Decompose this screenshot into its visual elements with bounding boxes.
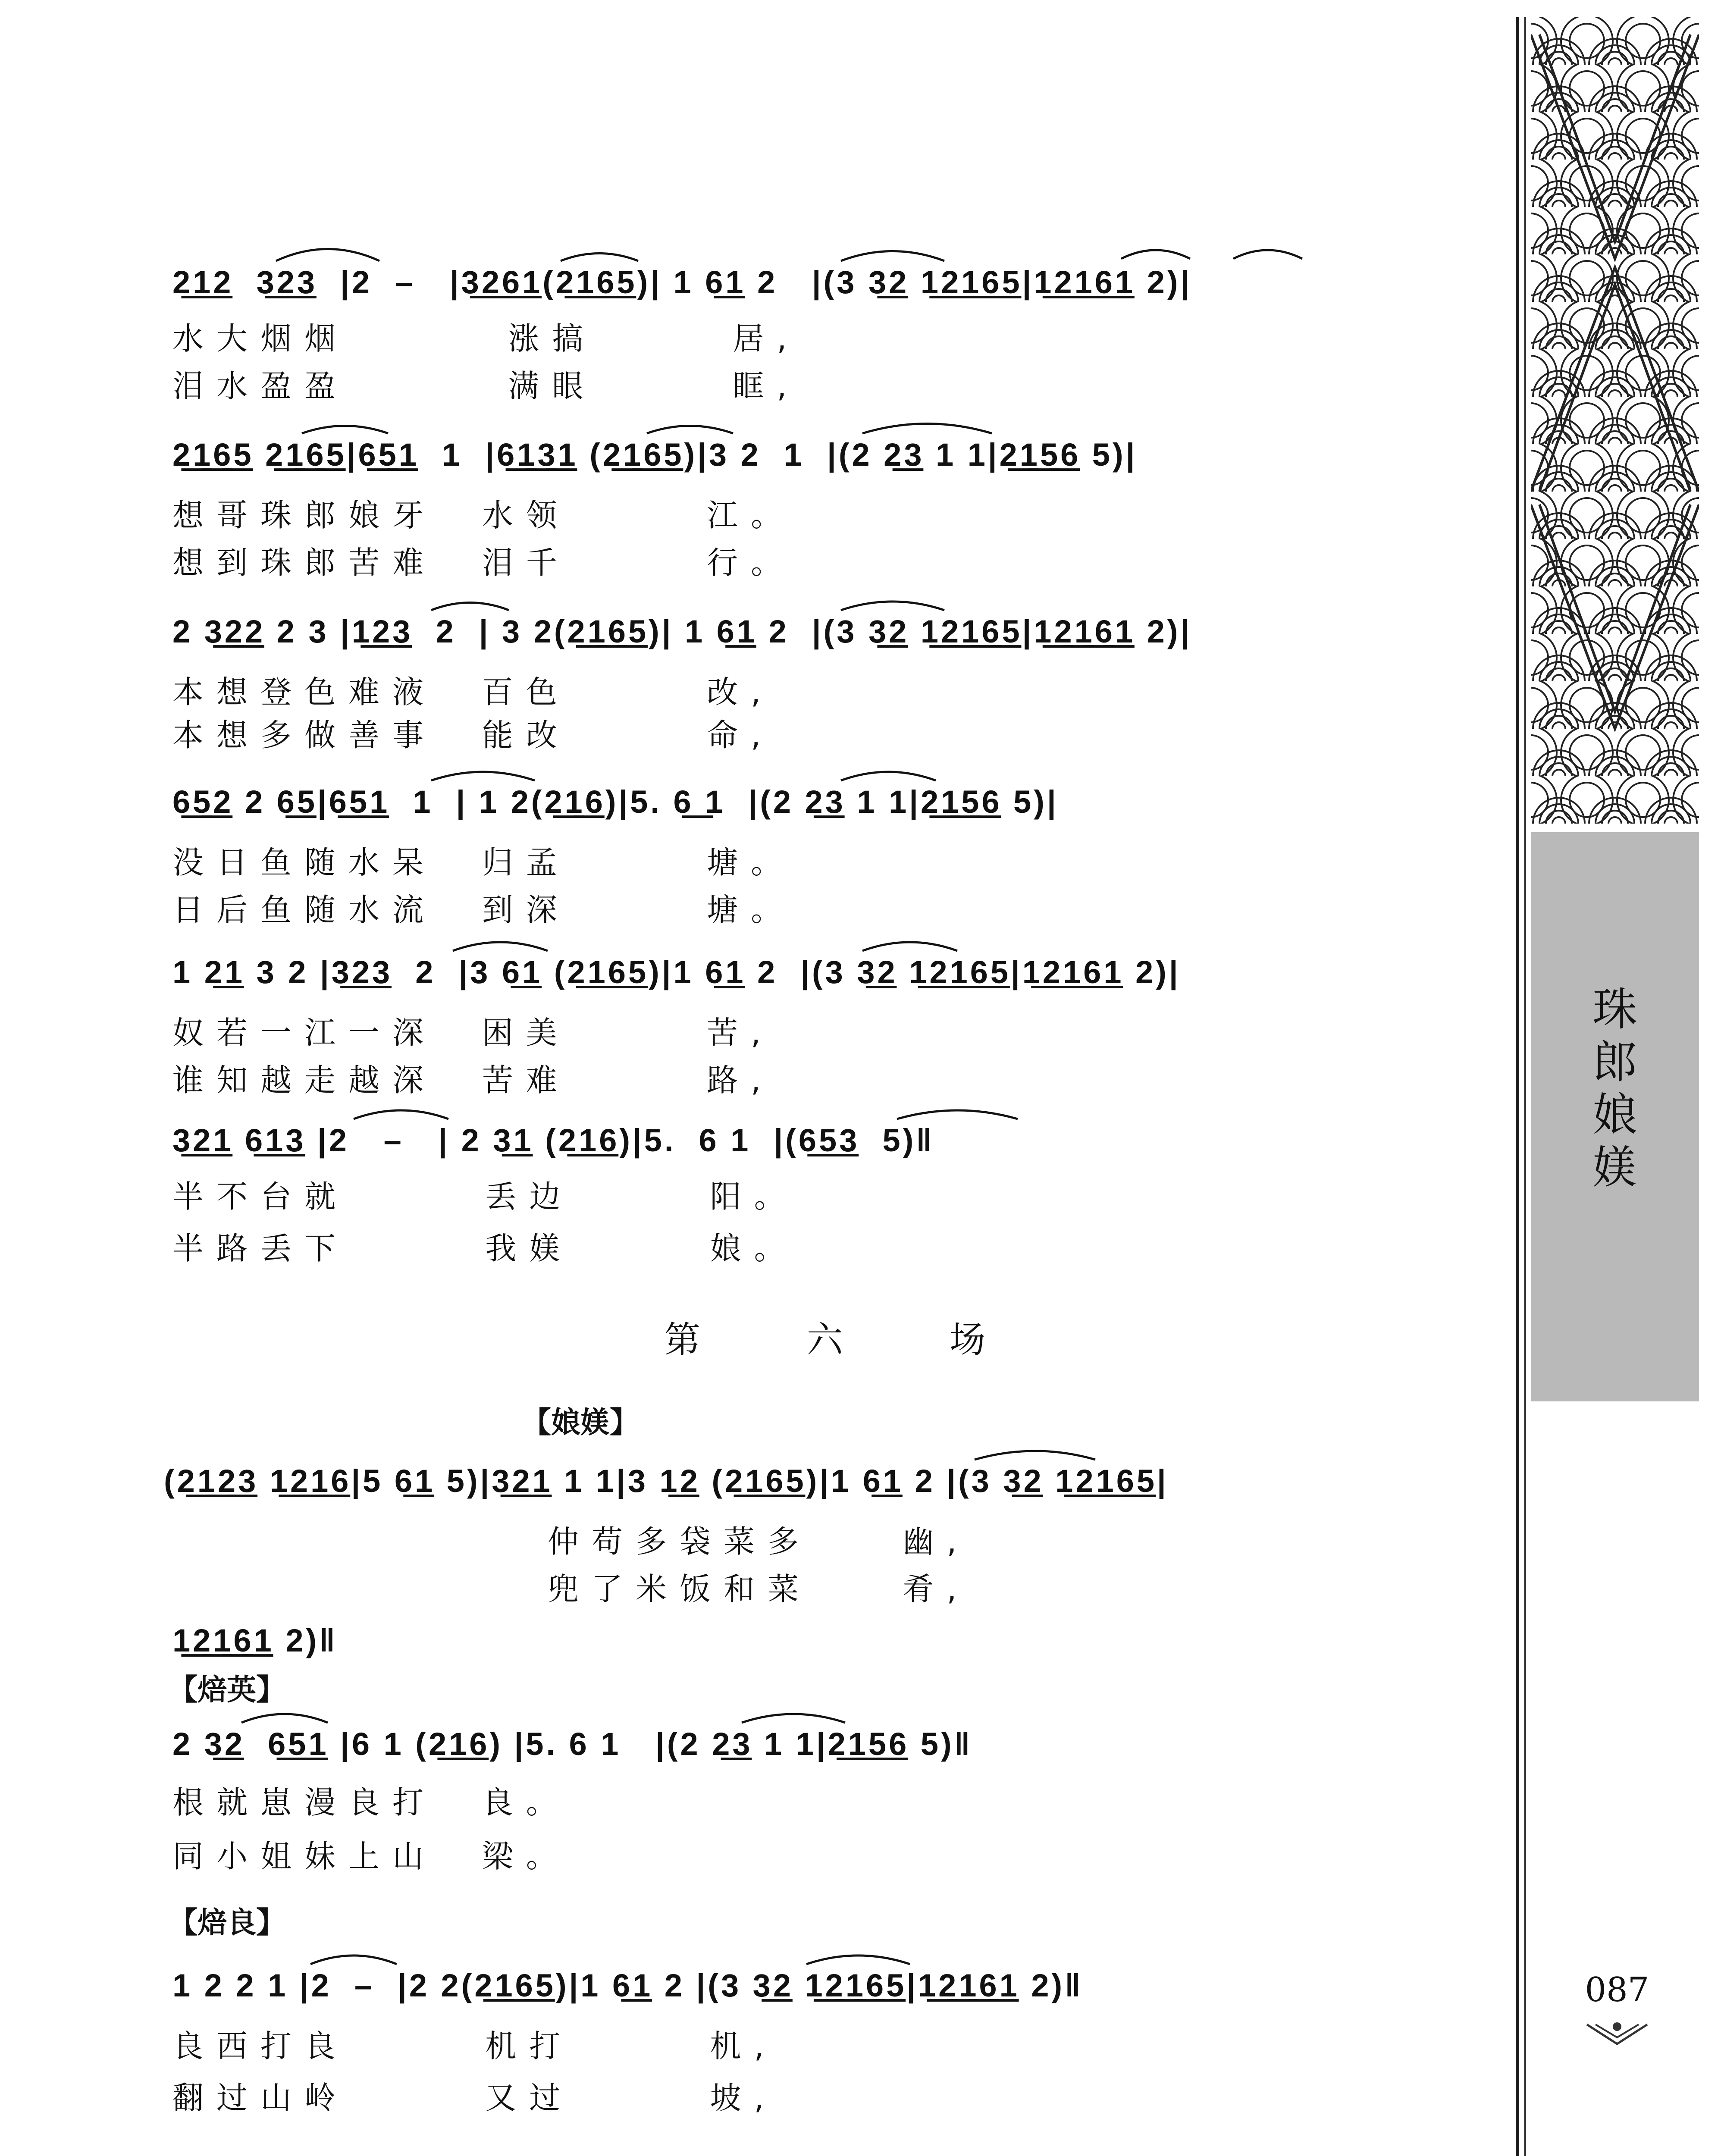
sidebar-rule [1516,17,1519,2156]
notation-line: 2͟1͟2 3͟2͟3 |2 – |3͟2͟6͟1(2͟1͟6͟5)| 1 6͟1 2 |(3 3͟2 1͟2͟1͟6͟5|1͟2͟1͟6͟1 2)| [172,264,1192,300]
role-label: 【焙良】 [168,1906,286,1940]
lyric-line: 想到珠郎苦难 泪千 行。 [172,545,795,581]
lyric-line: 泪水盈盈 满眼 眶, [172,368,800,404]
lyric-line: 水大烟烟 涨搞 居, [172,320,800,357]
lyric-line: 仲苟多袋菜多 幽, [548,1523,970,1560]
lyric-line: 半路丢下 我媄 娘。 [172,1230,798,1266]
lyric-line: 良西打良 机打 机, [172,2028,777,2064]
lyric-line: 没日鱼随水呆 归孟 塘。 [172,844,795,881]
lyric-line: 半不台就 丢边 阳。 [172,1178,798,1215]
notation-line: 2 3͟2 6͟5͟1 |6 1 (2͟1͟6) |5. 6 1 |(2 2͟3 1 1|2͟1͟5͟6 5)‖ [172,1726,973,1762]
page-ornament-icon [1583,2018,1652,2048]
role-label: 【娘媄】 [522,1406,639,1440]
decorative-pattern [1531,17,1699,824]
notation-line: 1 2 2 1 |2 – |2 2(2͟1͟6͟5)|1 6͟1 2 |(3 3͟2 1͟2͟1͟6͟5|1͟2͟1͟6͟1 2)‖ [172,1968,1083,2003]
notation-line: 1 2͟1 3 2 |3͟2͟3 2 |3 6͟1 (2͟1͟6͟5)|1 6͟1 2 |(3 3͟2 1͟2͟1͟6͟5|1͟2͟1͟6͟1 2)| [172,954,1181,990]
notation-line: 1͟2͟1͟6͟1 2)‖ [172,1623,338,1658]
sidebar-title: 珠郎娘媄 [1592,983,1637,1194]
scene-title: 第 六 场 [664,1319,1033,1361]
lyric-line: 本想多做善事 能改 命, [172,717,774,753]
lyric-line: 兜了米饭和菜 肴, [548,1571,970,1607]
notation-line: 2͟1͟6͟5 2͟1͟6͟5|6͟5͟1 1 |6͟1͟3͟1 (2͟1͟6͟5)|3 2 1 |(2 2͟3 1 1|2͟1͟5͟6 5)| [172,437,1138,473]
lyric-line: 谁知越走越深 苦难 路, [172,1062,774,1098]
notation-line: 2 3͟2͟2 2 3 |1͟2͟3 2 | 3 2(2͟1͟6͟5)| 1 6͟1 2 |(3 3͟2 1͟2͟1͟6͟5|1͟2͟1͟6͟1 2)| [172,614,1192,649]
lyric-line: 奴若一江一深 困美 苦, [172,1015,774,1051]
lyric-line: 翻过山岭 又过 坡, [172,2080,777,2116]
lyric-line: 本想登色难液 百色 改, [172,674,774,710]
lyric-line: 日后鱼随水流 到深 塘。 [172,892,795,928]
lyric-line: 想哥珠郎娘牙 水领 江。 [172,497,795,533]
lyric-line: 同小姐妹上山 梁。 [172,1838,570,1874]
lyric-line: 根就崽漫良打 良。 [172,1784,570,1821]
page-number: 087 [1585,1971,1649,2009]
sidebar-rule-thin [1524,17,1526,2156]
role-label: 【焙英】 [168,1673,286,1707]
notation-line: 3͟2͟1 6͟1͟3 |2 – | 2 3͟1 (2͟1͟6)|5. 6 1 |(6͟5͟3 5)‖ [172,1122,935,1158]
notation-line: 6͟5͟2 2 6͟5|6͟5͟1 1 | 1 2(2͟1͟6)|5. 6͟ 1 |(2 2͟3 1 1|2͟1͟5͟6 5)| [172,784,1059,820]
notation-line: (2͟1͟2͟3 1͟2͟1͟6|5 6͟1 5)|3͟2͟1 1 1|3 1͟2 (2͟1͟6͟5)|1 6͟1 2 |(3 3͟2 1͟2͟1͟6͟5| [164,1463,1169,1499]
